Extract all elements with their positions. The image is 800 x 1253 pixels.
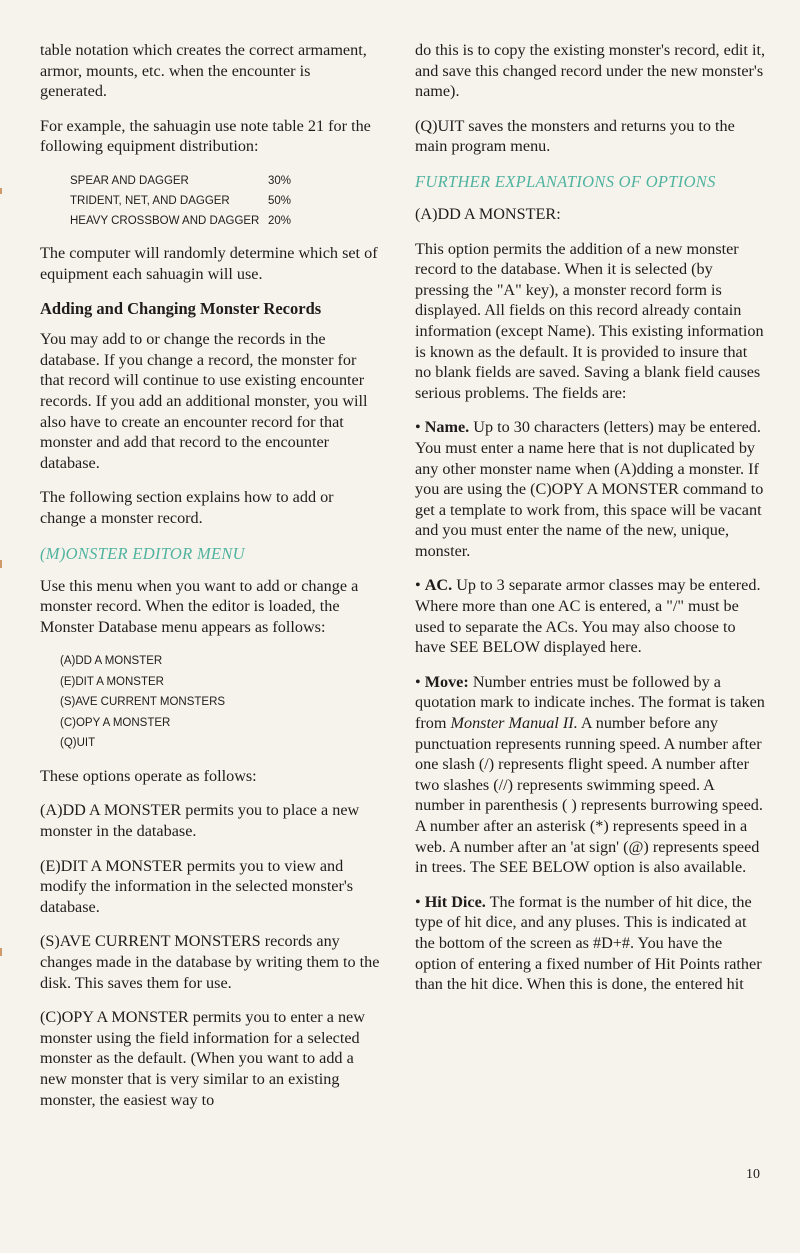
field-label: Move:: [424, 672, 469, 691]
field-text: A number before any punctuation represents running speed. A number after one slash (/) represents flight speed. A number after two slashes (//) represents swimming speed. A number in parenthesis ( ) represents burrowing speed. A number after an asterisk (*) represents speed in a web. A number after an 'at sign' (@) represents speed in trees. The SEE BELOW option is also available.: [415, 714, 763, 877]
paragraph: The computer will randomly determine which set of equipment each sahuagin will use.: [40, 243, 378, 283]
field-label: AC.: [424, 576, 453, 595]
field-text: Up to 3 separate armor classes may be entered. Where more than one AC is entered, a "/" must be used to separate the ACs. You may also choose to have SEE BELOW displayed here.: [415, 576, 761, 657]
paragraph: (A)DD A MONSTER:: [415, 204, 561, 223]
paragraph: Use this menu when you want to add or change a monster record. When the editor is loaded, the Monster Database menu appears as follows:: [40, 576, 359, 636]
field-text: Number entries must be followed by a quotation mark to indicate inches. The format is taken from: [415, 672, 765, 733]
paragraph: table notation which creates the correct armament, armor, mounts, etc. when the encounter is generated.: [40, 41, 367, 101]
book-title: Monster Manual II.: [450, 714, 578, 733]
field-label: Hit Dice.: [424, 892, 486, 911]
list-item: (S)AVE CURRENT MONSTERS: [60, 696, 226, 709]
scan-edge-mark: [0, 560, 2, 568]
menu-list: [40, 651, 380, 754]
field-text: Up to 30 characters (letters) may be entered. You must enter a name here that is not duplicated by any other monster name when (A)dding a monster. If you are using the (C)OPY A MONSTER command to get a template to work from, this space will be vacant and you must enter the name of the new, unique, monster.: [415, 418, 764, 560]
paragraph: The following section explains how to add or change a monster record.: [40, 488, 334, 527]
paragraph: (A)DD A MONSTER permits you to place a new monster in the database.: [40, 801, 360, 840]
paragraph: do this is to copy the existing monster's record, edit it, and save this changed record under the new monster's name).: [415, 41, 765, 101]
scan-edge-mark: [0, 948, 2, 956]
section-heading-menu: (M)ONSTER EDITOR MENU: [40, 543, 245, 563]
bullet-icon: •: [415, 892, 421, 911]
equipment-table: [40, 171, 380, 231]
paragraph: (E)DIT A MONSTER permits you to view and modify the information in the selected monster's database.: [40, 856, 354, 916]
scan-edge-mark: [0, 188, 2, 194]
paragraph: This option permits the addition of a new monster record to the database. When it is selected (by pressing the "A" key), a monster record form is displayed. All fields on this record already contain information (except Name). This existing information is known as the default. It is provided to insure that no blank fields are saved. Saving a blank field causes serious problems. The fields are:: [415, 239, 764, 402]
field-label: Name.: [424, 418, 470, 437]
left-column: [40, 40, 380, 1124]
table-cell-item: HEAVY CROSSBOW AND DAGGER: [70, 214, 260, 227]
paragraph: These options operate as follows:: [40, 766, 257, 785]
table-row: [40, 191, 380, 211]
paragraph: (S)AVE CURRENT MONSTERS records any changes made in the database by writing them to the disk. This saves them for use.: [40, 932, 380, 992]
section-heading: Adding and Changing Monster Records: [40, 299, 322, 319]
table-cell-pct: 20%: [268, 214, 292, 227]
bullet-icon: •: [415, 672, 421, 691]
list-item: (C)OPY A MONSTER: [60, 716, 171, 729]
list-item: (Q)UIT: [60, 737, 96, 750]
paragraph: (Q)UIT saves the monsters and returns you to the main program menu.: [415, 116, 735, 156]
paragraph: You may add to or change the records in the database. If you change a record, the monster for that record will continue to use existing encounter records. If you add an additional monster, you will also have to create an encounter record for that monster and add that record to the encounter database.: [40, 330, 368, 472]
table-cell-pct: 50%: [268, 194, 292, 207]
paragraph: (C)OPY A MONSTER permits you to enter a new monster using the field information for a selected monster as the default. (When you want to add a new monster that is very similar to an existing monster, the easiest way to: [40, 1008, 365, 1109]
list-item: (A)DD A MONSTER: [60, 655, 163, 668]
field-ac-entry: [415, 575, 765, 657]
table-cell-item: TRIDENT, NET, AND DAGGER: [70, 194, 230, 207]
table-cell-pct: 30%: [268, 174, 292, 187]
section-heading-further: FURTHER EXPLANATIONS OF OPTIONS: [415, 171, 716, 191]
field-move-entry: [415, 672, 765, 878]
table-row: [40, 171, 380, 191]
table-cell-item: SPEAR AND DAGGER: [70, 174, 189, 187]
field-hitdice-entry: [415, 892, 765, 995]
bullet-icon: •: [415, 418, 421, 437]
list-item: (E)DIT A MONSTER: [60, 675, 164, 688]
page-number: 10: [746, 1167, 760, 1182]
paragraph: For example, the sahuagin use note table 21 for the following equipment distribution:: [40, 116, 371, 156]
field-text: The format is the number of hit dice, the type of hit dice, and any pluses. This is indicated at the bottom of the screen as #D+#. You have the option of entering a fixed number of Hit Points rather than the hit dice. When this is done, the entered hit: [415, 892, 762, 994]
field-name-entry: [415, 417, 765, 561]
table-row: [40, 211, 380, 231]
bullet-icon: •: [415, 576, 421, 595]
right-column: [415, 40, 765, 1009]
